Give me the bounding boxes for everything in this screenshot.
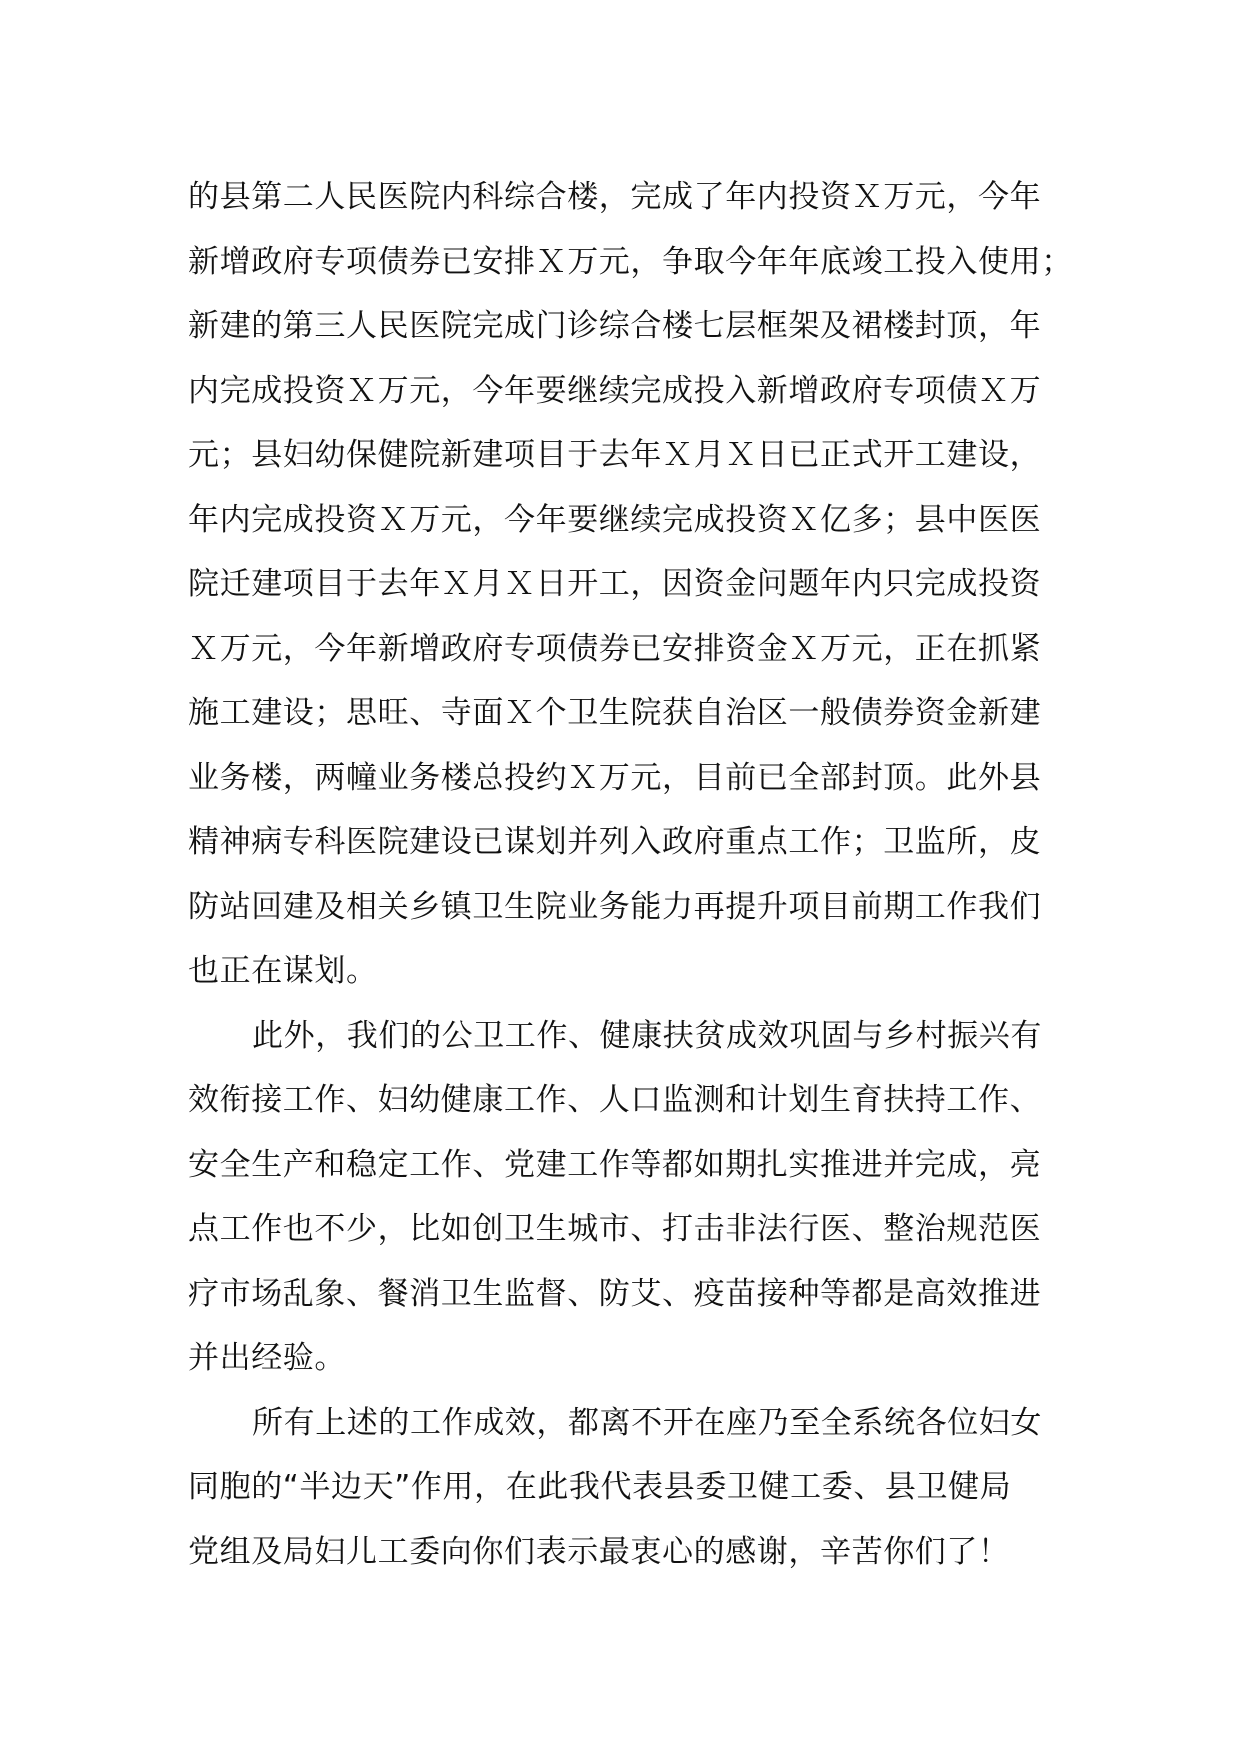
text-line: 新增政府专项债券已安排Ｘ万元，争取今年年底竣工投入使用； (188, 243, 1073, 280)
text-line: 党组及局妇儿工委向你们表示最衷心的感谢，辛苦你们了！ (188, 1533, 1010, 1570)
text-line: Ｘ万元，今年新增政府专项债券已安排资金Ｘ万元，正在抓紧 (188, 630, 1042, 667)
text-line: 内完成投资Ｘ万元，今年要继续完成投入新增政府专项债Ｘ万 (188, 372, 1042, 409)
text-line: 新建的第三人民医院完成门诊综合楼七层框架及裙楼封顶，年 (188, 308, 1042, 344)
text-line: 疗市场乱象、餐消卫生监督、防艾、疫苗接种等都是高效推进 (188, 1275, 1042, 1312)
text-line: 防站回建及相关乡镇卫生院业务能力再提升项目前期工作我们 (188, 888, 1042, 925)
text-line: 并出经验。 (188, 1340, 346, 1376)
text-line: 效衔接工作、妇幼健康工作、人口监测和计划生育扶持工作、 (188, 1082, 1042, 1118)
text-line: 业务楼，两幢业务楼总投约Ｘ万元，目前已全部封顶。此外县 (188, 759, 1042, 796)
text-line: 所有上述的工作成效，都离不开在座乃至全系统各位妇女 (252, 1404, 1042, 1441)
text-line: 此外，我们的公卫工作、健康扶贫成效巩固与乡村振兴有 (252, 1017, 1042, 1054)
text-line: 院迁建项目于去年Ｘ月Ｘ日开工，因资金问题年内只完成投资 (188, 566, 1042, 602)
text-line: 同胞的“半边天”作用，在此我代表县委卫健工委、县卫健局 (188, 1469, 1012, 1505)
text-line: 精神病专科医院建设已谋划并列入政府重点工作；卫监所，皮 (188, 824, 1042, 860)
text-line: 施工建设；思旺、寺面Ｘ个卫生院获自治区一般债券资金新建 (188, 695, 1042, 731)
text-line: 也正在谋划。 (188, 953, 378, 989)
text-line: 的县第二人民医院内科综合楼，完成了年内投资Ｘ万元，今年 (188, 179, 1042, 215)
text-line: 安全生产和稳定工作、党建工作等都如期扎实推进并完成，亮 (188, 1146, 1042, 1183)
text-line: 年内完成投资Ｘ万元，今年要继续完成投资Ｘ亿多；县中医医 (188, 501, 1042, 538)
text-line: 元；县妇幼保健院新建项目于去年Ｘ月Ｘ日已正式开工建设， (188, 437, 1042, 473)
body-text (188, 165, 1088, 1584)
text-line: 点工作也不少，比如创卫生城市、打击非法行医、整治规范医 (188, 1211, 1042, 1247)
